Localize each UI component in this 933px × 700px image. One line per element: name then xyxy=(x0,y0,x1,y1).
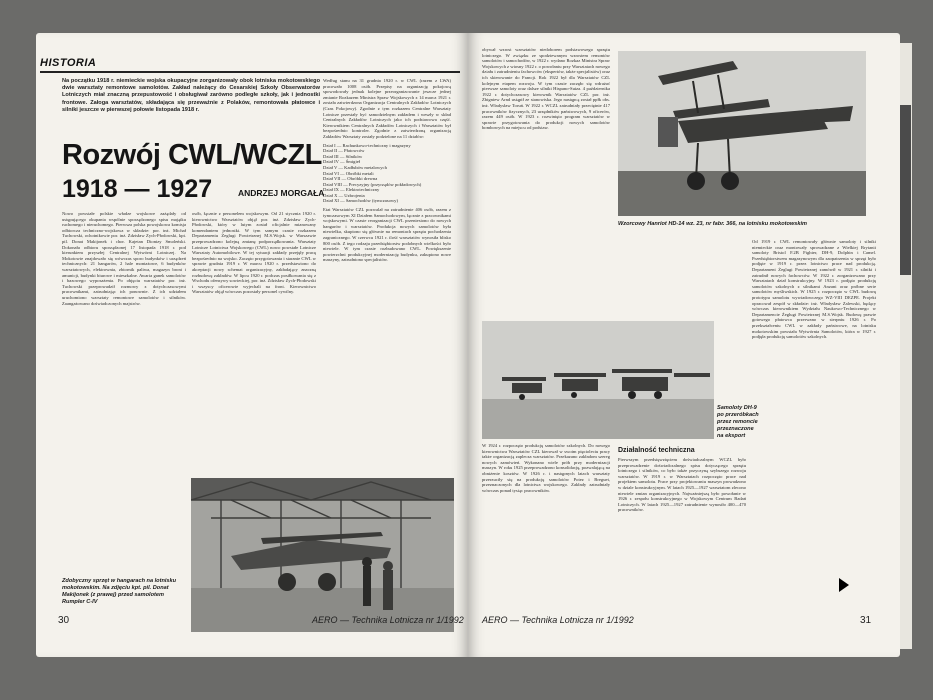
footer-left: AERO — Technika Lotnicza nr 1/1992 xyxy=(312,615,464,625)
article-years: 1918 — 1927 xyxy=(62,175,213,203)
department-list xyxy=(323,143,451,205)
left-column-1: Nowo powstałe polskie władze wojskowe zażądały od ustępującego okupanta wspólnie sporządzonego spisu majątku ruchomego i nieruchomego. Pierwsza polska powojskowa komisja odbiorcza techniczno-wojskowa w składzie: por. inż. Michał Tuchowski, ochotnikowie por. inż. Zdzisław Zych-Płodowski, kpt. pil. Donat Makijonek i chor. Kajetan Dionizy Smoleński. Dokonała odbioru sporządzonej 17 listopada 1918 r. pod kierunkiem przyszłej Centralnej Wytwórni Lotniczej. Na Mokotowie znajdowało się wówczas sporo budynków i urządzeń technicznych: 21 hangarów, 2 hale montażowe, 6 budynków warsztatowych, elektrownia, zbiornik paliwa, magazyn broni i amunicji, budynki biurowe i mieszkalne. Awaria ganek samolotów i bazowego wyposażenia. Po objęciu warsztatów por. inż. Tuchowski przeprowadził rozmowy z dotychczasowymi pracownikami, zatrudniając ich ponownie. Z ich udziałem uruchomiono warsztaty remontowe samolotów i silników. Zaangażowano doświadczonych majstrów. xyxy=(62,211,186,306)
hanriot-photo-caption: Wzorcowy Hanriot HD-14 wz. 23, nr fabr. 366, na lotnisku mokotowskim xyxy=(618,221,807,227)
department-item: Dział VI — Obróbki metali xyxy=(323,170,374,176)
magazine-spread xyxy=(36,33,900,657)
article-author: ANDRZEJ MORGAŁA xyxy=(238,188,325,198)
department-item: Dział V — Kadłubów metalowych xyxy=(323,164,387,170)
technical-activity-heading: Działalność techniczna xyxy=(618,447,695,454)
hangar-photo xyxy=(191,478,454,632)
dh9-photo-image xyxy=(482,321,714,439)
hangar-photo-caption: Zdobyczny sprzęt w hangarach na lotnisku mokotowskim. Na zdjęciu kpt. pil. Donat Makijonek (z prawej) przed samolotem Rumpler C-IV xyxy=(62,578,177,605)
department-item: Dział IX — Elektrotechniczny xyxy=(323,187,380,193)
department-item: Dział X — Uzbrojenia xyxy=(323,192,365,198)
left-column-3 xyxy=(192,211,316,473)
right-page xyxy=(468,33,900,657)
department-item: Dział XI — Samochodów (tymczasowy) xyxy=(323,198,399,204)
hanriot-photo-image xyxy=(618,51,866,216)
footer-right: AERO — Technika Lotnicza nr 1/1992 xyxy=(482,615,634,625)
department-item: Dział VIII — Precyzyjny (przyrządów pokładowych) xyxy=(323,181,422,187)
dh9-photo-caption: Samoloty DH-9 po przeróbkach przez remoncie przeznaczone na eksport xyxy=(717,405,759,439)
right-column-2b: Pierwszym przedsięwzięciem doświadczalnym WCZL było przeprowadzenie doświadczalnego spisu dotyczącego sprzętu lotniczego i silników, co było także przyczyną szybszego rozwoju warsztatów. W 1919 r. w Warsztatach rozpoczęto prace nad projektem samolotu. Prace przy projektowaniu maszyn prowadzono w dziale konstrukcyjnym. W latach 1925—1927 warsztatom zlecono niewiele zmian organizacyjnych. Najważniejszą było powołanie w 1926 r. zespołu konstrukcyjnego w Wojskowym Centrum Badań Lotniczych. W latach 1925—1927 zatrudnienie wynosiło 400—470 pracowników. xyxy=(618,457,746,513)
right-column-1: obywał wzrost warsztatów niedoborem podstawowego sprzętu lotniczego. W związku ze spodziewanym wzrostem remontów samolotów i samochodów, w 1922 r. wydano Rozkaz Ministra Spraw Wojskowych z wiosny 1922 r. o powołaniu przy Warsztatach nowego działu i zatrudnieniu fachowców (ekspertów, także specjalistów) oraz ich skierowanie do Francji. Rok 1922 był dla Warsztatów CZL kolejnym etapem rozwoju. W tym czasie zaczęło się wdrażać pierwsze samoloty oraz dalsze silniki Hispano-Suiza. 4 października 1922 r. dotychczasowy kierownik Warsztatów CZL por. inż. Zbigniew Arnd ustąpił ze stanowiska. Jego następcą został ppłk obs. inż. Władysław Toruń. W 1922 r. WCZL zatrudniały przeciętnie 417 pracowników fizycznych, 23 urzędników państwowych, 9 oficerów, razem 449 osób. W 1923 r. rozwinięto program warsztatów w sprawie przygotowania do produkcji nowych samolotów bombowych na miejscu od podstaw. xyxy=(482,47,610,131)
article-title: Rozwój CWL/WCZL xyxy=(62,139,322,171)
right-column-3: Od 1919 r. CWL remontowały głównie samoloty i silniki niemieckie oraz montowały sprowadzane z Wielkiej Brytanii samoloty Bristol F.2B Fighter, DH-9, Dolphin i Camel. Przedsiębiorstwem magazynowym dla zaopatrzenia w sprzęt było podjęte w 1919 r. przez lotnictwo prace nad produkcją. Departament Żeglugi Powietrznej zamówił w 1921 r. silniki i zatrudnił nowych fachowców. W 1922 r. zorganizowano przy Warsztatach dział konstrukcyjny. W 1923 r. podjęto produkcję samolotów szkolnych z silnikami Anzani oraz próbne serie samolotów myśliwskich. W 1925 r. rozpoczęto w CWL budowę prototypu samolotu wywiadowczego WZ-VIII DEZPE. Projekt opracował zespół w składzie: inż. Władysław Zalewski, będący wówczas kierownikiem Wydziału Naukowo-Technicznego w Departamencie Żeglugi Powietrznej M.S.Wojsk. Budowę prawie gotowego płatowca przerwano w sierpniu 1926 r. Po przekształceniu CWL w zakłady państwowe, na lotnisku mokotowskim powstała Wytwórnia Samolotów, która w 1927 r. podjęła produkcję samolotów szkolnych. xyxy=(752,239,876,340)
department-item: Dział II — Płatowców xyxy=(323,148,365,154)
hangar-photo-image xyxy=(191,478,454,632)
left-column-2b-text: Etat Warsztatów CZL pozwalał na zatrudnienie 406 osób, razem z tymczasowym XI Działem Samochodowym, łącznie z pracownikami wojskowymi. W czasie reorganizacji CWL przeniesiono do nowych hangarów i warsztatów. Produkcja nowych samolotów była niewielka, skupiono się głównie na remontach sprzętu pochodzenia zagranicznego. W czerwcu 1921 r. ilość warsztatów wynosiła blisko 800 osób. Z tego rodzaju przedsiębiorstw podobnych wielkości było niewiele. W tym czasie rozbudowano CWL. Powiększenie powierzchni produkcyjnej modernizację budynku, zakupiono nowe maszyny, zatrudniono specjalistów. xyxy=(323,207,451,263)
page-number-left: 30 xyxy=(58,615,70,626)
left-column-3-text: osób, łącznie z personelem wojskowym. Od 21 stycznia 1920 r. kierownictwo Warsztatów objął por. inż. Zdzisław Zych-Płodowski, który w lutym został oficjalnie mianowany komendantem jednostki. W tym samym czasie rozkazem Departamentu Żeglugi Powietrznej M.S.Wojsk. w Warszawie przeprowadzono kolejną zmianę podporządkowania. Warsztaty Lotnicze Lotnictwa Wojskowego (CWL) nowo powstałe Lotnicze Warsztaty Automobilowe. W tej sytuacji zakłady przejęły pracę bezpośrednio na wojsko. Zaczęto przygotowania i staranie CWL w sprawie grudnia 1919 r. W marcu 1920 r. przedstawiono do akceptacji nowy schemat organizacyjny, zakładający znaczną rozbudowę zakładów. W lipcu 1920 r. podczas posiłkowania się z Wschodu ofensywy sowieckiej, por. inż. Zdzisław Zych-Płodowski i wszyscy oficerowie wyjechali na front. Kierownictwo Warsztatów objął wówczas pozostały personel cywilny. xyxy=(192,211,316,295)
section-header xyxy=(40,53,460,73)
left-column-2-text: Według stanu na 31 grudnia 1920 r. w CWL (razem z LWA) pracowało 1008 osób. Przepisy na organizację pokojową spowodowały jednak kolejne przeorganizowanie jeszcze jednej zmianie Rozkazem Ministra Spraw Wojskowych z 14 marca 1921 r. została zatwierdzona Organizacja Centralnych Zakładów Lotniczych (Czas Pokojowy). Zgodnie z tym rozkazem Centralne Warsztaty Lotnicze przestały być samodzielnym zakładem i weszły w skład Centralnych Zakładów Lotniczych jako ich podstawowa część. Kierownikiem Centralnych Zakładów Lotniczych i Warsztatów był bezpośrednio kontroler. Zgodnie z zatwierdzoną organizacją Zakładów Warsztaty zostały podzielone na 11 działów: xyxy=(323,78,451,139)
left-page xyxy=(36,33,468,657)
department-item: Dział VII — Obróbki drewna xyxy=(323,176,378,182)
page-number-right: 31 xyxy=(860,615,872,626)
lead-paragraph: Na początku 1918 r. niemieckie wojska okupacyjne zorganizowały obok lotniska mokotowskiego dwie warsztaty remontowe samolotów. Zakład należący do Cesarskiej Szkoły Obserwatorów Lotniczych miał znaczną przepustowość i obsługiwał zarówno podległe szkoły, jak i jednostki frontowe. Załoga warsztatów, składająca się przeważnie z Polaków, remontowała płatowce i silniki jeszcze w pierwszej połowie listopada 1918 r. xyxy=(62,78,320,113)
right-column-2: W 1924 r. rozpoczęto produkcję samolotów szkolnych. Do nowego kierownictwa Warsztatów CZL kierował w swoim pięcioleciu pracy także organizacją zaplecza warsztatów. Przekazano zakładom szereg nowych zamówień. Wykonano wiele prób przy modernizacji maszyn. W roku 1925 przeprowadzono konsolidację, pozwalającą na obniżenie kosztów. W 1926 r. i następnych latach warsztaty przerzuciły się na produkcję samolotów Potez i Breguet, przeznaczonych dla lotnictwa wojskowego. Zakłady zatrudniały wówczas ponad tysiąc pracowników. xyxy=(482,443,610,493)
continue-arrow-icon xyxy=(839,578,849,592)
hanriot-photo xyxy=(618,51,866,216)
dh9-photo xyxy=(482,321,714,439)
department-item: Dział IV — Śmigieł xyxy=(323,159,361,165)
department-item: Dział III — Silników xyxy=(323,153,363,159)
left-column-2 xyxy=(323,78,451,473)
department-item: Dział I — Rachunkowo-techniczny i magazyny xyxy=(323,142,411,148)
section-label: HISTORIA xyxy=(40,57,97,69)
